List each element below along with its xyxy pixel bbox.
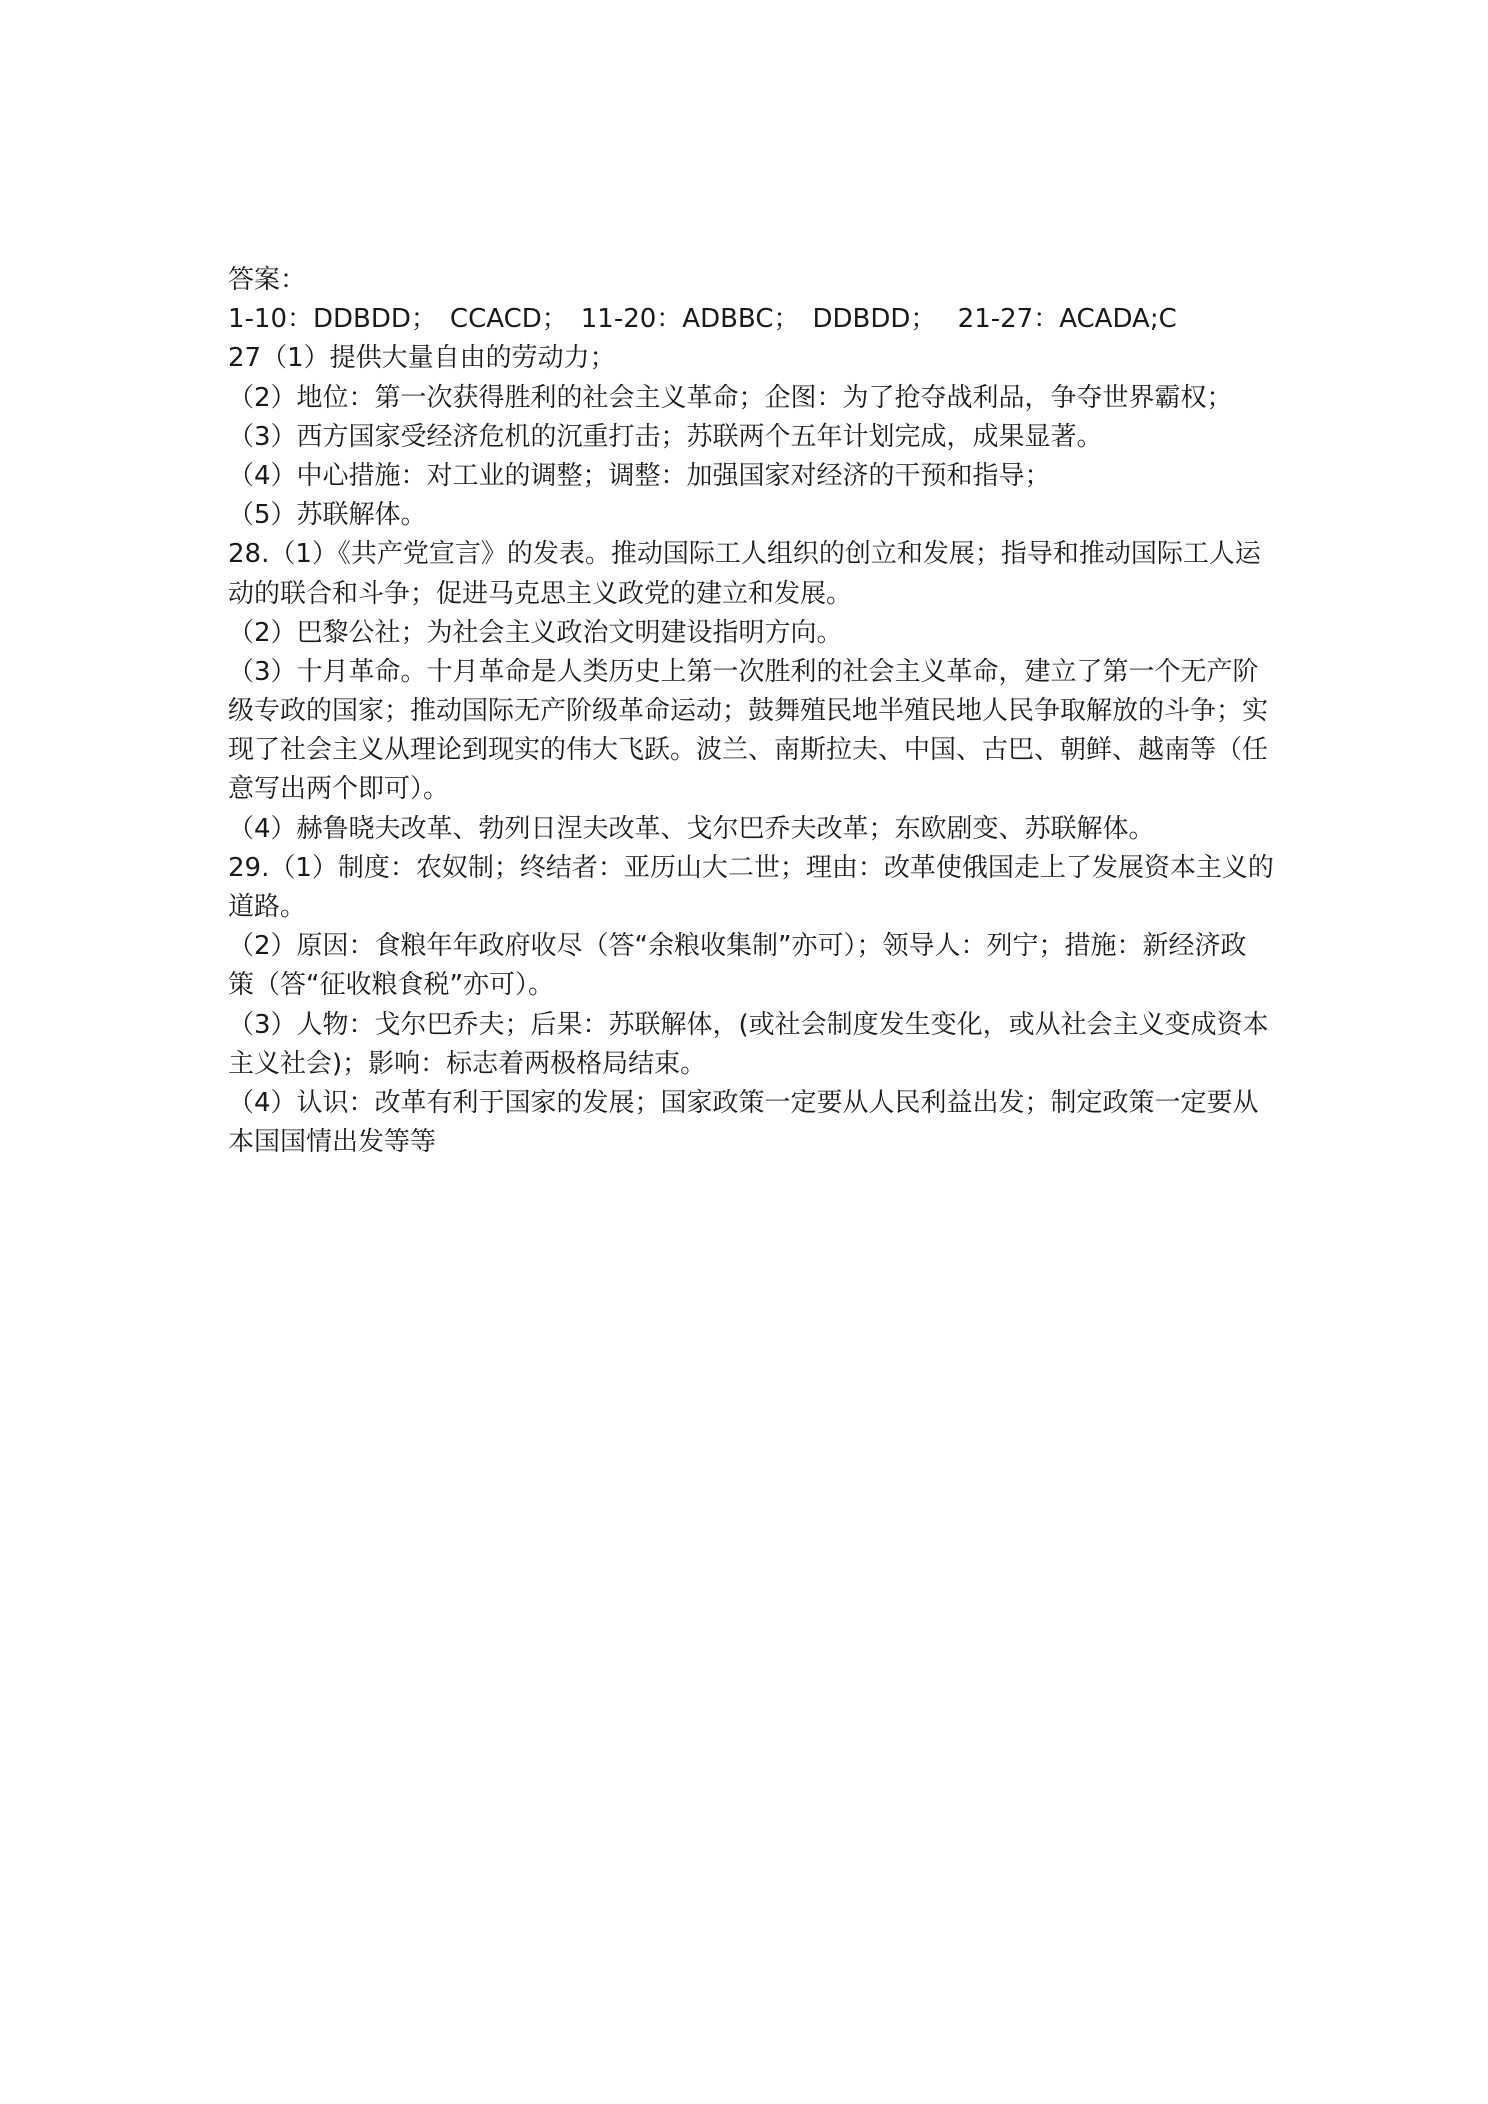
text-line: 策（答“征收粮食税”亦可）。 (228, 970, 554, 1001)
text-line: 27（1）提供大量自由的劳动力； (228, 343, 616, 374)
text-line: （3）人物：戈尔巴乔夫；后果：苏联解体，(或社会制度发生变化，或从社会主义变成资本 (228, 1009, 1269, 1040)
text-line: 主义社会)；影响：标志着两极格局结束。 (228, 1048, 707, 1079)
text-line: 意写出两个即可）。 (228, 774, 450, 805)
text-line: （2）巴黎公社；为社会主义政治文明建设指明方向。 (228, 617, 843, 648)
multiple-choice-answers: 1-10：DDBDD； CCACD； 11-20：ADBBC； DDBDD； 21-27：ACADA;C (228, 304, 1177, 335)
text-line: （2）原因：食粮年年政府收尽（答“余粮收集制”亦可）；领导人：列宁；措施：新经济政 (228, 931, 1247, 962)
text-line: （3）西方国家受经济危机的沉重打击；苏联两个五年计划完成，成果显著。 (228, 421, 1103, 452)
text-line: 级专政的国家；推动国际无产阶级革命运动；鼓舞殖民地半殖民地人民争取解放的斗争；实 (228, 696, 1269, 727)
text-line: 现了社会主义从理论到现实的伟大飞跃。波兰、南斯拉夫、中国、古巴、朝鲜、越南等（任 (228, 735, 1269, 766)
answer-key-text (228, 261, 1278, 1162)
text-line: （5）苏联解体。 (228, 500, 427, 531)
text-line: （3）十月革命。十月革命是人类历史上第一次胜利的社会主义革命，建立了第一个无产阶 (228, 656, 1259, 687)
text-line: 本国国情出发等等 (228, 1127, 437, 1158)
text-line: （4）中心措施：对工业的调整；调整：加强国家对经济的干预和指导； (228, 460, 1051, 491)
text-line: 动的联合和斗争；促进马克思主义政党的建立和发展。 (228, 578, 853, 609)
text-line: （4）赫鲁晓夫改革、勃列日涅夫改革、戈尔巴乔夫改革；东欧剧变、苏联解体。 (228, 813, 1155, 844)
text-line: （2）地位：第一次获得胜利的社会主义革命；企图：为了抢夺战利品，争夺世界霸权； (228, 382, 1233, 413)
text-line: 29.（1）制度：农奴制；终结者：亚历山大二世；理由：改革使俄国走上了发展资本主义的 (228, 852, 1274, 883)
text-line: （4）认识：改革有利于国家的发展；国家政策一定要从人民利益出发；制定政策一定要从 (228, 1087, 1259, 1118)
answer-heading: 答案： (228, 265, 307, 295)
text-line: 道路。 (228, 892, 307, 922)
text-line: 28.（1）《共产党宣言》的发表。推动国际工人组织的创立和发展；指导和推动国际工人运 (228, 539, 1261, 570)
